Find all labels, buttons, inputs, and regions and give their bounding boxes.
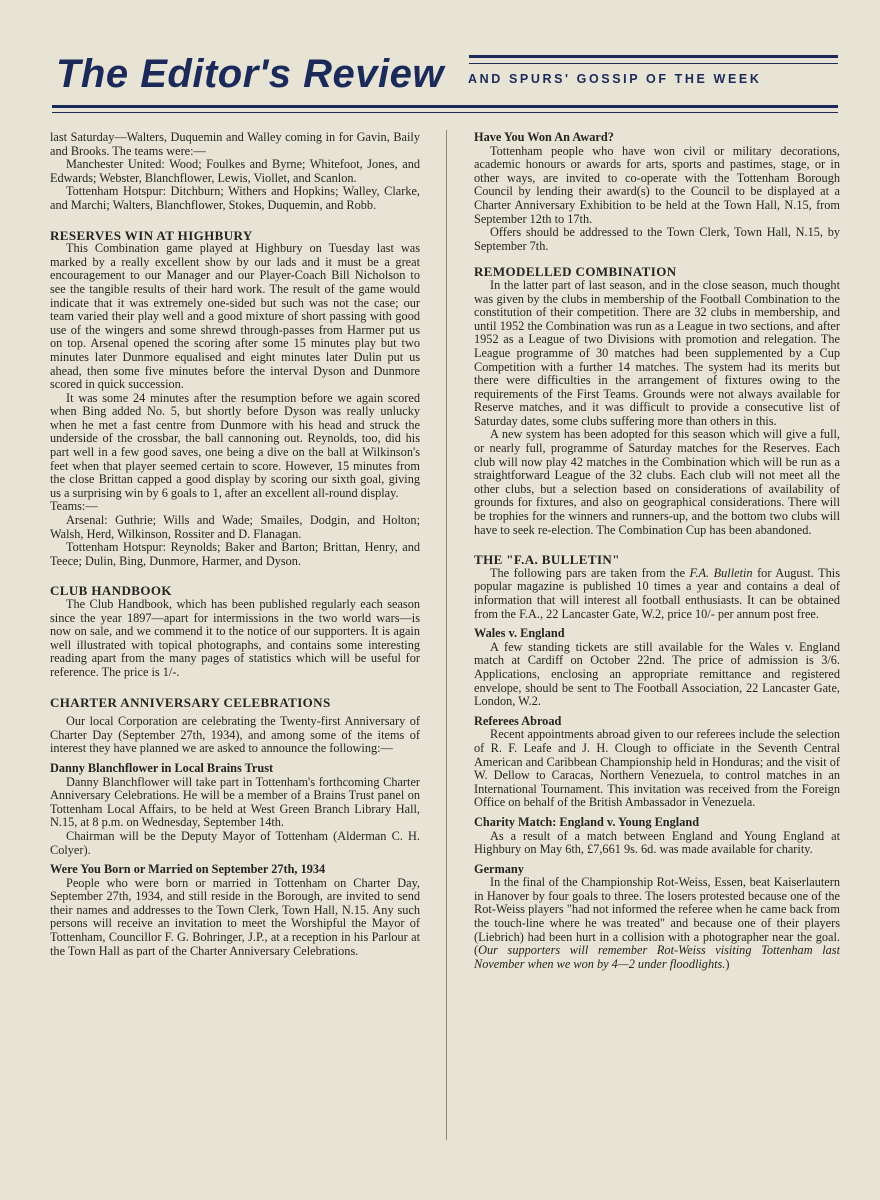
right-column bbox=[474, 131, 840, 971]
combination-paragraph-1: In the latter part of last season, and in the close season, much thought was given by the clubs in membership of the Football Combination to the constitution of their competition. There are 32 clubs in membership, and until 1952 the Combination was run as a League in two sections, and after 1952 as a League of two Divisions with promotion and relegation. The League programme of 30 matches had been supplemented by a Cup Competition with a further 14 matches. The system had its merits but there were difficulties in the arrangement of fixtures owing to the requirements of the First Teams. Grounds were not always available for Reserve matches, and it was difficult to provide a consecutive list of Saturday dates, some clubs suffering more than others in this. bbox=[474, 277, 840, 428]
reserves-paragraph-1: This Combination game played at Highbury on Tuesday last was marked by a really excellent show by our lads and it must be a great encouragement to our Manager and our Player-Coach Bill Nicholson to see the tangible results of their hard work. The result of the game would indicate that it was extremely one-sided but such was not the case; our team varied their play well and a good mixture of short passing with good use of the wingers and some shrewd through-passes from Harmer put us on top. Arsenal opened the scoring after some 15 minutes play but two minutes later Dunmore equalised and eight minutes later Dulin put us ahead, then some five minutes before the interval Dyson and Dunmore scored in quick succession. bbox=[50, 241, 420, 392]
tottenham-team-list: Tottenham Hotspur: Ditchburn; Withers and Hopkins; Walley, Clarke, and Marchi; Walters, Blanchflower, Stokes, Duquemin, and Robb. bbox=[50, 184, 420, 212]
teams-label: Teams:— bbox=[50, 499, 98, 514]
brains-trust-subheading: Danny Blanchflower in Local Brains Trust bbox=[50, 760, 274, 775]
award-paragraph-2: Offers should be addressed to the Town Clerk, Town Hall, N.15, by September 7th. bbox=[474, 225, 840, 253]
manchester-team-list: Manchester United: Wood; Foulkes and Byrne; Whitefoot, Jones, and Edwards; Webster, Blanchflower, Lewis, Viollet, and Scanlon. bbox=[50, 157, 420, 185]
chairman-paragraph: Chairman will be the Deputy Mayor of Tottenham (Alderman C. H. Colyer). bbox=[50, 828, 420, 857]
charity-subheading: Charity Match: England v. Young England bbox=[474, 814, 700, 829]
award-paragraph-1: Tottenham people who have won civil or military decorations, academic honours or awards for arts, sports and pastimes, stage, or in other ways, are invited to co-operate with the Tottenham Borough Council by lending their award(s) to the Council to be displayed at a Charter Anniversary Exhibition to be held at the Town Hall, N.15, from September 12th to 17th. bbox=[474, 143, 840, 226]
charter-paragraph-1: Our local Corporation are celebrating the Twenty-first Anniversary of Charter Day (September 27th, 1934), and among some of the items of interest they have planned we are asked to announce the following:— bbox=[50, 714, 420, 756]
combination-paragraph-2: A new system has been adopted for this season which will give a full, or nearly full, programme of Saturday matches for the Reserves. Each club will now play 42 matches in the Combination which will be run as a straightforward League of the 32 clubs. Each club will not meet all the other clubs, but a selection based on considerations of availability of grounds for fixtures, and also on geographical considerations. There will be trophies for the winners and runners-up, and the bottom two clubs will have to seek re-election. The Combination Cup has been abandoned. bbox=[474, 427, 840, 537]
bulletin-title-italic: F.A. Bulletin bbox=[689, 565, 753, 580]
wales-subheading: Wales v. England bbox=[474, 626, 565, 641]
germany-note-italic: Our supporters will remember Rot-Weiss visiting Tottenham last November when we won by 4—2 under floodlights. bbox=[474, 943, 840, 971]
page-header bbox=[52, 50, 838, 112]
germany-text-a: In the final of the Championship Rot-Weiss, Essen, beat Kaiserlautern in Hanover by four goals to three. The losers protested because one of the Rot-Weiss players "had not informed the referee when he came back from the touch-line where he was treated" and because one of their players (Liebrich) had been hurt in a collision with a photographer near the goal. ( bbox=[474, 875, 840, 958]
germany-subheading: Germany bbox=[474, 861, 524, 876]
reserves-heading: RESERVES WIN AT HIGHBURY bbox=[50, 227, 253, 243]
page-title: The Editor's Review bbox=[56, 52, 444, 96]
wales-paragraph: A few standing tickets are still available for the Wales v. England match at Cardiff on October 22nd. The price of admission is 3/6. Applications, enclosing an appropriate remittance and registered envelope, should be sent to The Football Association, 22 Lancaster Gate, London, W.2. bbox=[474, 639, 840, 709]
intro-paragraph: last Saturday—Walters, Duquemin and Walley coming in for Gavin, Baily and Brooks. The teams were:— bbox=[50, 130, 420, 158]
born-married-subheading: Were You Born or Married on September 27th, 1934 bbox=[50, 862, 326, 877]
germany-paragraph bbox=[474, 876, 840, 971]
handbook-heading: CLUB HANDBOOK bbox=[50, 583, 172, 599]
brains-trust-paragraph: Danny Blanchflower will take part in Tottenham's forthcoming Charter Anniversary Celebrations. He will be a member of a Brains Trust panel on Tottenham Local Affairs, to be held at West Green Branch Library Hall, N.15, at 8 p.m. on Wednesday, September 14th. bbox=[50, 774, 420, 830]
header-rule-bottom bbox=[52, 105, 838, 113]
charity-paragraph: As a result of a match between England and Young England at Highbury on May 6th, £7,661 9s. 6d. was made available for charity. bbox=[474, 828, 840, 857]
born-married-paragraph: People who were born or married in Tottenham on Charter Day, September 27th, 1934, and still reside in the Borough, are invited to send their names and addresses to the Town Clerk, Town Hall, N.15. Any such persons will receive an invitation to meet the Worshipful the Mayor of Tottenham, Councillor F. G. Bohringer, J.P., at a reception in his Parlour at the Town Hall as part of the Charter Anniversary Celebrations. bbox=[50, 875, 420, 958]
charter-heading: CHARTER ANNIVERSARY CELEBRATIONS bbox=[50, 694, 331, 710]
spurs-reserves-team: Tottenham Hotspur: Reynolds; Baker and Barton; Brittan, Henry, and Teece; Dulin, Bing, Dunmore, Harmer, and Dyson. bbox=[50, 540, 420, 568]
referees-subheading: Referees Abroad bbox=[474, 713, 562, 728]
left-column bbox=[50, 131, 420, 958]
referees-paragraph: Recent appointments abroad given to our referees include the selection of R. F. Leafe and J. H. Clough to officiate in the Seventh Central American and Caribbean Championship held in Honduras; and the visit of W. Dellow to Caracas, Northern Venezuela, to control matches in an International Tournament. This invitation was received from the Foreign Office on behalf of the British Ambassador in Venezuela. bbox=[474, 727, 840, 810]
bulletin-text-a: The following pars are taken from the bbox=[490, 565, 690, 580]
arsenal-reserves-team: Arsenal: Guthrie; Wills and Wade; Smailes, Dodgin, and Holton; Walsh, Herd, Wilkinson, Rossiter and D. Flanagan. bbox=[50, 513, 420, 541]
handbook-paragraph: The Club Handbook, which has been published regularly each season since the year 1897—apart for intermissions in the two world wars—is now on sale, and we commend it to the notice of our supporters. It is again well illustrated with topical photographs, and contains some interesting reading apart from the many pages of statistics which will be useful for reference. The price is 1/-. bbox=[50, 597, 420, 679]
bulletin-text-b: for August. This popular magazine is published 10 times a year and contains a deal of information that will interest all football enthusiasts. It can be obtained from the F.A., 22 Lancaster Gate, W.2, price 10/- per annum post free. bbox=[474, 565, 841, 621]
combination-heading: REMODELLED COMBINATION bbox=[474, 264, 677, 280]
header-rule-top bbox=[469, 55, 838, 64]
reserves-paragraph-2: It was some 24 minutes after the resumption before we again scored when Bing added No. 5, but shortly before Dyson was really unlucky when he met a fast centre from Dunmore with his head and struck the underside of the crossbar, the ball cannoning out. Reynolds, too, did his part well in a few good saves, one being a dive on the ball at Wilkinson's feet when that player seemed certain to score. However, 15 minutes from the close Brittan capped a good display by scoring our sixth goal, giving us a surprising win by 6 goals to 1, after an excellent all-round display. bbox=[50, 390, 420, 500]
award-subheading: Have You Won An Award? bbox=[474, 130, 614, 144]
bulletin-heading: THE "F.A. BULLETIN" bbox=[474, 552, 620, 568]
page-subtitle: AND SPURS' GOSSIP OF THE WEEK bbox=[468, 72, 762, 86]
germany-text-b: ) bbox=[725, 956, 730, 971]
column-divider bbox=[446, 130, 447, 1140]
bulletin-paragraph bbox=[474, 567, 840, 621]
